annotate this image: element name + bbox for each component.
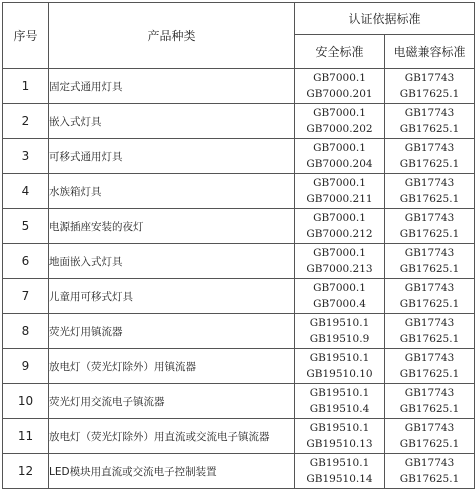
- certification-standards-table: [2, 2, 475, 489]
- safety-standards-cell: [295, 209, 385, 244]
- header-safety-standard: 安全标准: [295, 35, 385, 69]
- emc-standard-code: GB17743: [404, 317, 455, 329]
- emc-standard-code: GB17743: [404, 142, 455, 154]
- product-name: LED模块用直流或交流电子控制装置: [49, 454, 295, 489]
- header-certification-basis: 认证依据标准: [295, 3, 475, 35]
- safety-standards-cell: [295, 244, 385, 279]
- row-index: 6: [3, 244, 49, 279]
- emc-standards-cell: [385, 174, 475, 209]
- safety-standard-code: GB19510.1: [309, 317, 370, 329]
- product-name: 嵌入式灯具: [49, 104, 295, 139]
- emc-standard-code: GB17625.1: [399, 123, 460, 135]
- row-index: 7: [3, 279, 49, 314]
- safety-standards-cell: [295, 349, 385, 384]
- row-index: 4: [3, 174, 49, 209]
- table-row: [3, 349, 475, 384]
- emc-standard-code: GB17743: [404, 387, 455, 399]
- safety-standard-code: GB7000.201: [306, 88, 373, 100]
- safety-standard-code: GB7000.4: [313, 298, 366, 310]
- row-index: 3: [3, 139, 49, 174]
- table-row: [3, 384, 475, 419]
- product-name: 放电灯（荧光灯除外）用镇流器: [49, 349, 295, 384]
- emc-standards-cell: [385, 244, 475, 279]
- safety-standard-code: GB19510.1: [309, 387, 370, 399]
- safety-standards-cell: [295, 69, 385, 104]
- emc-standards-cell: [385, 314, 475, 349]
- safety-standard-code: GB19510.1: [309, 457, 370, 469]
- safety-standards-cell: [295, 419, 385, 454]
- emc-standard-code: GB17625.1: [399, 158, 460, 170]
- emc-standard-code: GB17625.1: [399, 263, 460, 275]
- row-index: 5: [3, 209, 49, 244]
- safety-standards-cell: [295, 174, 385, 209]
- header-product-category: 产品种类: [49, 3, 295, 69]
- emc-standard-code: GB17625.1: [399, 333, 460, 345]
- safety-standard-code: GB19510.1: [309, 352, 370, 364]
- safety-standard-code: GB7000.202: [306, 123, 373, 135]
- safety-standard-code: GB19510.4: [309, 403, 370, 415]
- emc-standards-cell: [385, 419, 475, 454]
- product-name: 放电灯（荧光灯除外）用直流或交流电子镇流器: [49, 419, 295, 454]
- safety-standards-cell: [295, 384, 385, 419]
- table-row: [3, 174, 475, 209]
- emc-standards-cell: [385, 454, 475, 489]
- safety-standards-cell: [295, 139, 385, 174]
- safety-standards-cell: [295, 104, 385, 139]
- emc-standard-code: GB17625.1: [399, 368, 460, 380]
- table-row: [3, 279, 475, 314]
- safety-standards-cell: [295, 314, 385, 349]
- emc-standard-code: GB17743: [404, 247, 455, 259]
- product-name: 可移式通用灯具: [49, 139, 295, 174]
- header-emc-standard: 电磁兼容标准: [385, 35, 475, 69]
- row-index: 12: [3, 454, 49, 489]
- safety-standard-code: GB19510.1: [309, 422, 370, 434]
- safety-standards-cell: [295, 454, 385, 489]
- emc-standard-code: GB17625.1: [399, 298, 460, 310]
- emc-standard-code: GB17625.1: [399, 403, 460, 415]
- emc-standards-cell: [385, 349, 475, 384]
- table-row: [3, 139, 475, 174]
- table-row: [3, 454, 475, 489]
- row-index: 2: [3, 104, 49, 139]
- safety-standards-cell: [295, 279, 385, 314]
- safety-standard-code: GB19510.13: [306, 438, 373, 450]
- safety-standard-code: GB7000.1: [313, 212, 366, 224]
- emc-standard-code: GB17625.1: [399, 193, 460, 205]
- product-name: 水族箱灯具: [49, 174, 295, 209]
- safety-standard-code: GB19510.14: [306, 473, 373, 485]
- safety-standard-code: GB7000.1: [313, 247, 366, 259]
- emc-standard-code: GB17743: [404, 422, 455, 434]
- product-name: 儿童用可移式灯具: [49, 279, 295, 314]
- emc-standard-code: GB17625.1: [399, 228, 460, 240]
- emc-standard-code: GB17625.1: [399, 88, 460, 100]
- header-index: 序号: [3, 3, 49, 69]
- emc-standard-code: GB17743: [404, 177, 455, 189]
- emc-standards-cell: [385, 104, 475, 139]
- safety-standard-code: GB7000.211: [306, 193, 373, 205]
- table-row: [3, 209, 475, 244]
- row-index: 1: [3, 69, 49, 104]
- emc-standard-code: GB17743: [404, 72, 455, 84]
- safety-standard-code: GB19510.10: [306, 368, 373, 380]
- emc-standard-code: GB17743: [404, 457, 455, 469]
- table-body: [3, 69, 475, 489]
- safety-standard-code: GB7000.213: [306, 263, 373, 275]
- row-index: 11: [3, 419, 49, 454]
- table-row: [3, 244, 475, 279]
- emc-standard-code: GB17743: [404, 212, 455, 224]
- safety-standard-code: GB7000.1: [313, 72, 366, 84]
- table-row: [3, 419, 475, 454]
- emc-standard-code: GB17743: [404, 107, 455, 119]
- row-index: 9: [3, 349, 49, 384]
- table-header: [3, 3, 475, 69]
- product-name: 荧光灯用交流电子镇流器: [49, 384, 295, 419]
- row-index: 10: [3, 384, 49, 419]
- product-name: 固定式通用灯具: [49, 69, 295, 104]
- emc-standards-cell: [385, 139, 475, 174]
- emc-standard-code: GB17625.1: [399, 438, 460, 450]
- product-name: 荧光灯用镇流器: [49, 314, 295, 349]
- table-row: [3, 314, 475, 349]
- emc-standards-cell: [385, 384, 475, 419]
- emc-standards-cell: [385, 209, 475, 244]
- product-name: 电源插座安装的夜灯: [49, 209, 295, 244]
- emc-standards-cell: [385, 279, 475, 314]
- emc-standard-code: GB17625.1: [399, 473, 460, 485]
- safety-standard-code: GB7000.1: [313, 107, 366, 119]
- safety-standard-code: GB7000.212: [306, 228, 373, 240]
- safety-standard-code: GB7000.1: [313, 142, 366, 154]
- emc-standards-cell: [385, 69, 475, 104]
- emc-standard-code: GB17743: [404, 352, 455, 364]
- emc-standard-code: GB17743: [404, 282, 455, 294]
- safety-standard-code: GB7000.1: [313, 177, 366, 189]
- header-row-top: [3, 3, 475, 35]
- product-name: 地面嵌入式灯具: [49, 244, 295, 279]
- table-row: [3, 69, 475, 104]
- row-index: 8: [3, 314, 49, 349]
- safety-standard-code: GB19510.9: [309, 333, 370, 345]
- safety-standard-code: GB7000.204: [306, 158, 373, 170]
- safety-standard-code: GB7000.1: [313, 282, 366, 294]
- table-row: [3, 104, 475, 139]
